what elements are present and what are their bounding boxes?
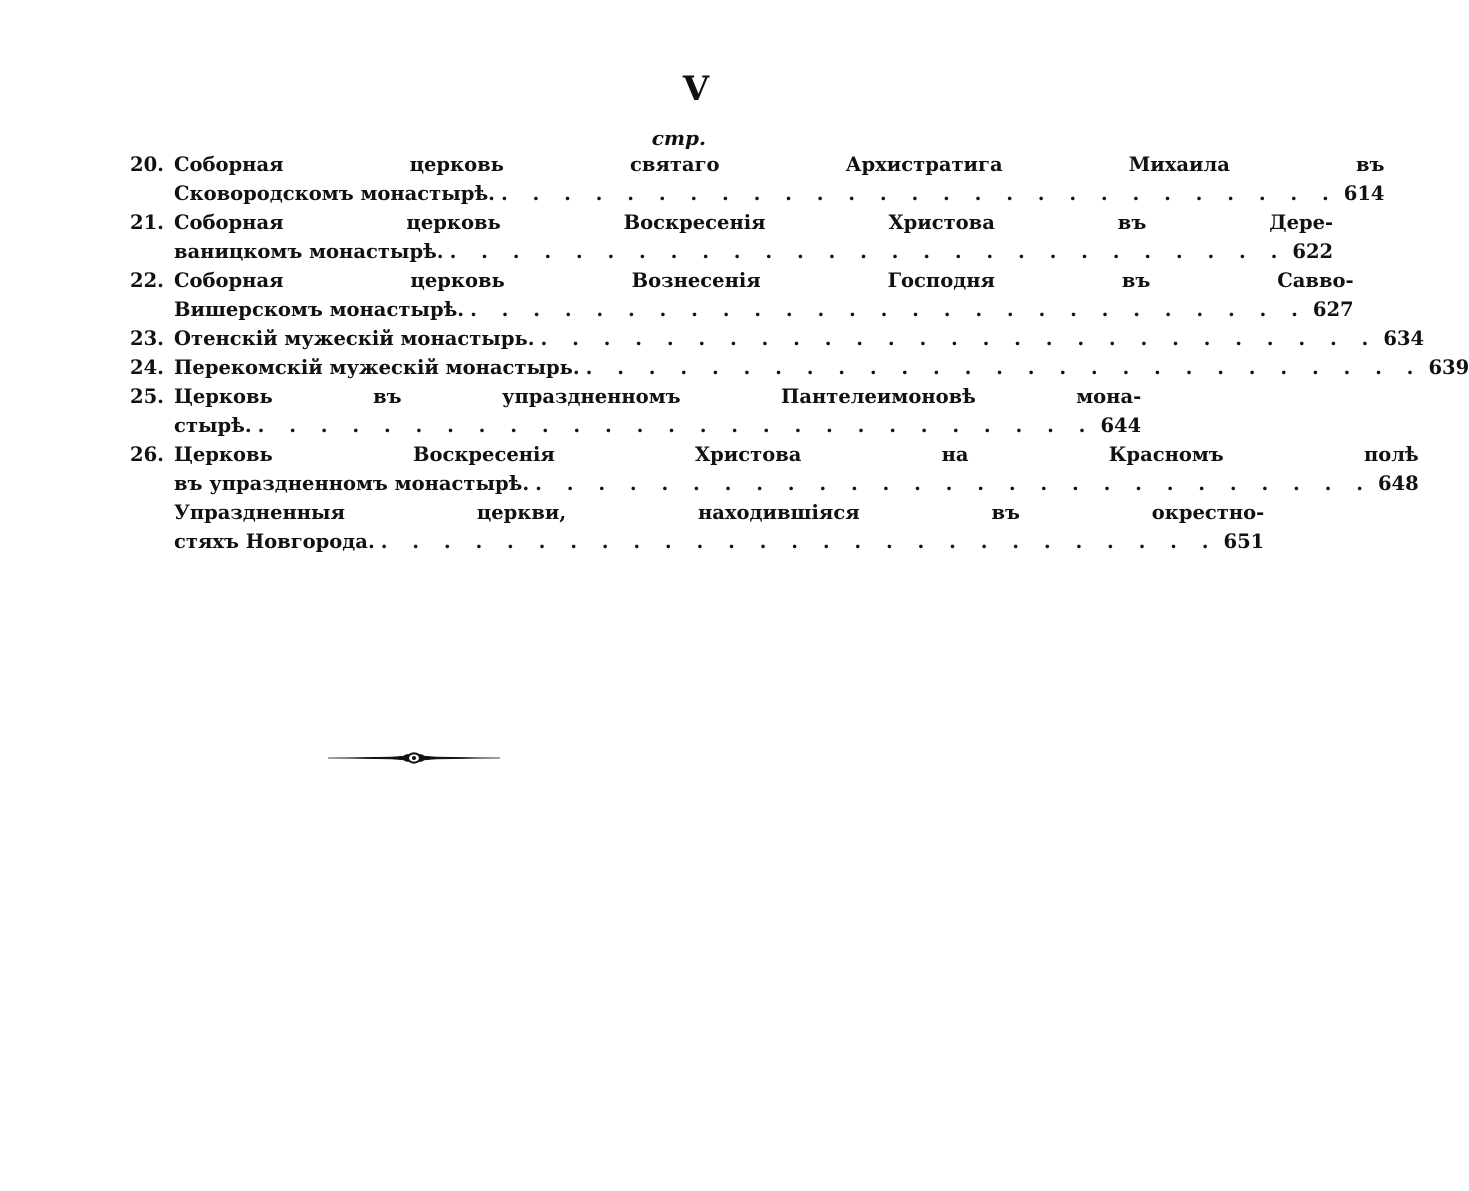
toc-entry	[130, 353, 1469, 382]
entry-title: Отенскій мужескій монастырь.	[174, 327, 535, 350]
toc-entry	[130, 150, 1385, 208]
entry-page-number: 614	[1343, 182, 1385, 205]
entry-number: 22.	[130, 269, 164, 292]
entry-title-continuation: въ упраздненномъ монастырѣ.	[174, 472, 530, 495]
toc-entry	[130, 266, 1354, 324]
entry-title: Соборная церковь святаго Архистратига Михаила въ	[174, 153, 1385, 176]
entry-page-number: 651	[1223, 530, 1265, 553]
page-numeral: V	[682, 69, 710, 109]
entry-title-continuation: ваницкомъ монастырѣ.	[174, 240, 444, 263]
entry-number: 20.	[130, 153, 164, 176]
dot-leader: . . . . . . . . . . . . . . . . . . . . . . . . . . .	[257, 414, 1095, 437]
toc-entry	[130, 208, 1334, 266]
entry-page-number: 634	[1383, 327, 1425, 350]
dot-leader: . . . . . . . . . . . . . . . . . . . . . . . . . . .	[500, 182, 1338, 205]
entry-number: 24.	[130, 356, 164, 379]
entry-page-number: 648	[1377, 472, 1419, 495]
entry-title: Церковь въ упраздненномъ Пантелеимоновѣ мона-	[174, 385, 1142, 408]
entry-title: Упраздненныя церкви, находившіяся въ окрестно-	[174, 501, 1265, 524]
entry-number: 23.	[130, 327, 164, 350]
toc-entry	[130, 324, 1425, 353]
dot-leader: . . . . . . . . . . . . . . . . . . . . . . . . . . .	[470, 298, 1307, 321]
entry-page-number: 622	[1292, 240, 1334, 263]
entry-title: Соборная церковь Вознесенія Господня въ Савво-	[174, 269, 1354, 292]
entry-number: 25.	[130, 385, 164, 408]
dot-leader: . . . . . . . . . . . . . . . . . . . . . . . . . . .	[535, 472, 1372, 495]
decorative-ornament-divider	[326, 748, 502, 768]
entry-title-continuation: Сковородскомъ монастырѣ.	[174, 182, 495, 205]
entry-title-continuation: Вишерскомъ монастырѣ.	[174, 298, 465, 321]
dot-leader: . . . . . . . . . . . . . . . . . . . . . . . . . . .	[449, 240, 1287, 263]
page-column-label: стр.	[651, 126, 706, 150]
entry-number: 26.	[130, 443, 164, 466]
entry-page-number: 639	[1428, 356, 1469, 379]
toc-entry	[130, 440, 1419, 498]
entry-number: 21.	[130, 211, 164, 234]
entry-title-continuation: стяхъ Новгорода.	[174, 530, 375, 553]
dot-leader: . . . . . . . . . . . . . . . . . . . . . . . . . . .	[540, 327, 1378, 350]
toc-entry	[130, 382, 1142, 440]
entry-title-continuation: стырѣ.	[174, 414, 252, 437]
entry-title: Церковь Воскресенія Христова на Красномъ полѣ	[174, 443, 1419, 466]
table-of-contents	[130, 150, 1469, 556]
entry-page-number: 627	[1312, 298, 1354, 321]
entry-page-number: 644	[1100, 414, 1142, 437]
dot-leader: . . . . . . . . . . . . . . . . . . . . . . . . . . .	[380, 530, 1218, 553]
dot-leader: . . . . . . . . . . . . . . . . . . . . . . . . . . .	[585, 356, 1423, 379]
toc-entry	[130, 498, 1265, 556]
entry-title: Соборная церковь Воскресенія Христова въ Дере-	[174, 211, 1334, 234]
entry-title: Перекомскій мужескій монастырь.	[174, 356, 580, 379]
